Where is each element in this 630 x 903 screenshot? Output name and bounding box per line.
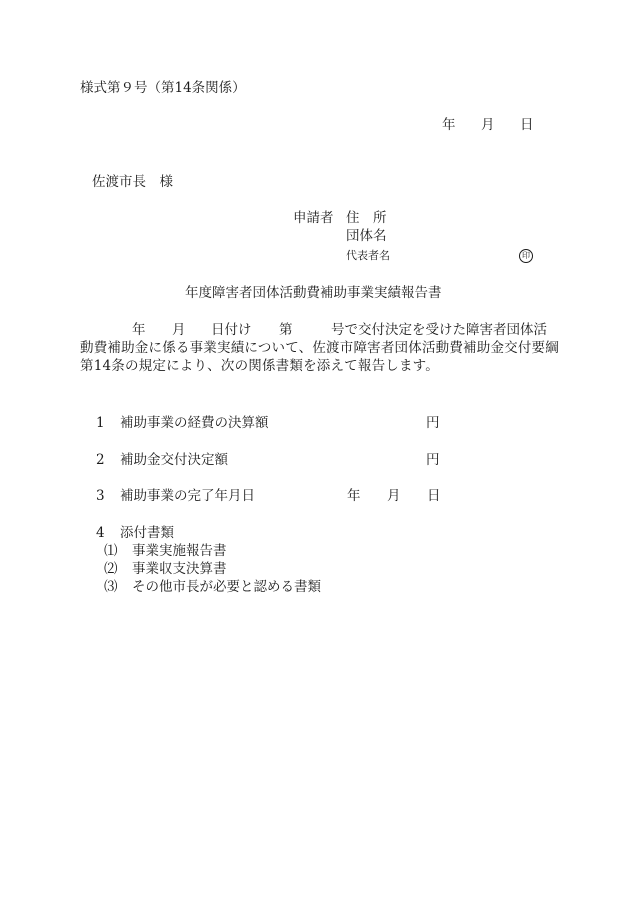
item-2-label: 補助金交付決定額 [120, 452, 228, 468]
intro-line1: 号で交付決定を受けた障害者団体活 [331, 322, 547, 338]
item-3-number: 3 [96, 488, 105, 504]
item-3-month: 月 [387, 488, 401, 504]
item-3-day: 日 [427, 488, 441, 504]
intro-line2: 動費補助金に係る事業実績について、佐渡市障害者団体活動費補助金交付要綱 [80, 340, 559, 356]
seal-mark: 印 [519, 249, 533, 263]
attachment-3-marker: ⑶ [104, 579, 118, 595]
group-name-label: 団体名 [346, 228, 387, 244]
intro-day-dated: 日付け [211, 322, 252, 338]
item-2-number: 2 [96, 452, 105, 468]
document-title: 年度障害者団体活動費補助事業実績報告書 [185, 285, 442, 301]
attachment-2-label: 事業収支決算書 [132, 561, 227, 577]
addressee: 佐渡市長 様 [92, 174, 173, 190]
item-4-label: 添付書類 [120, 525, 174, 541]
intro-month: 月 [172, 322, 186, 338]
intro-line3: 第14条の規定により、次の関係書類を添えて報告します。 [80, 358, 439, 374]
item-4-number: 4 [96, 525, 105, 541]
item-2-unit: 円 [426, 452, 440, 468]
date-year: 年 [442, 117, 456, 133]
attachment-1-marker: ⑴ [104, 543, 118, 559]
form-number: 様式第９号（第14条関係） [80, 80, 246, 96]
item-3-year: 年 [347, 488, 361, 504]
date-day: 日 [520, 117, 534, 133]
date-month: 月 [481, 117, 495, 133]
item-3-label: 補助事業の完了年月日 [120, 488, 255, 504]
item-1-number: 1 [96, 415, 105, 431]
address-label: 住 所 [346, 210, 387, 226]
attachment-1-label: 事業実施報告書 [132, 543, 227, 559]
attachment-3-label: その他市長が必要と認める書類 [132, 579, 321, 595]
attachment-2-marker: ⑵ [104, 561, 118, 577]
item-1-unit: 円 [426, 415, 440, 431]
applicant-label: 申請者 [293, 210, 334, 226]
intro-number-prefix: 第 [279, 322, 293, 338]
intro-year: 年 [132, 322, 146, 338]
item-1-label: 補助事業の経費の決算額 [120, 415, 269, 431]
representative-label: 代表者名 [346, 249, 390, 262]
